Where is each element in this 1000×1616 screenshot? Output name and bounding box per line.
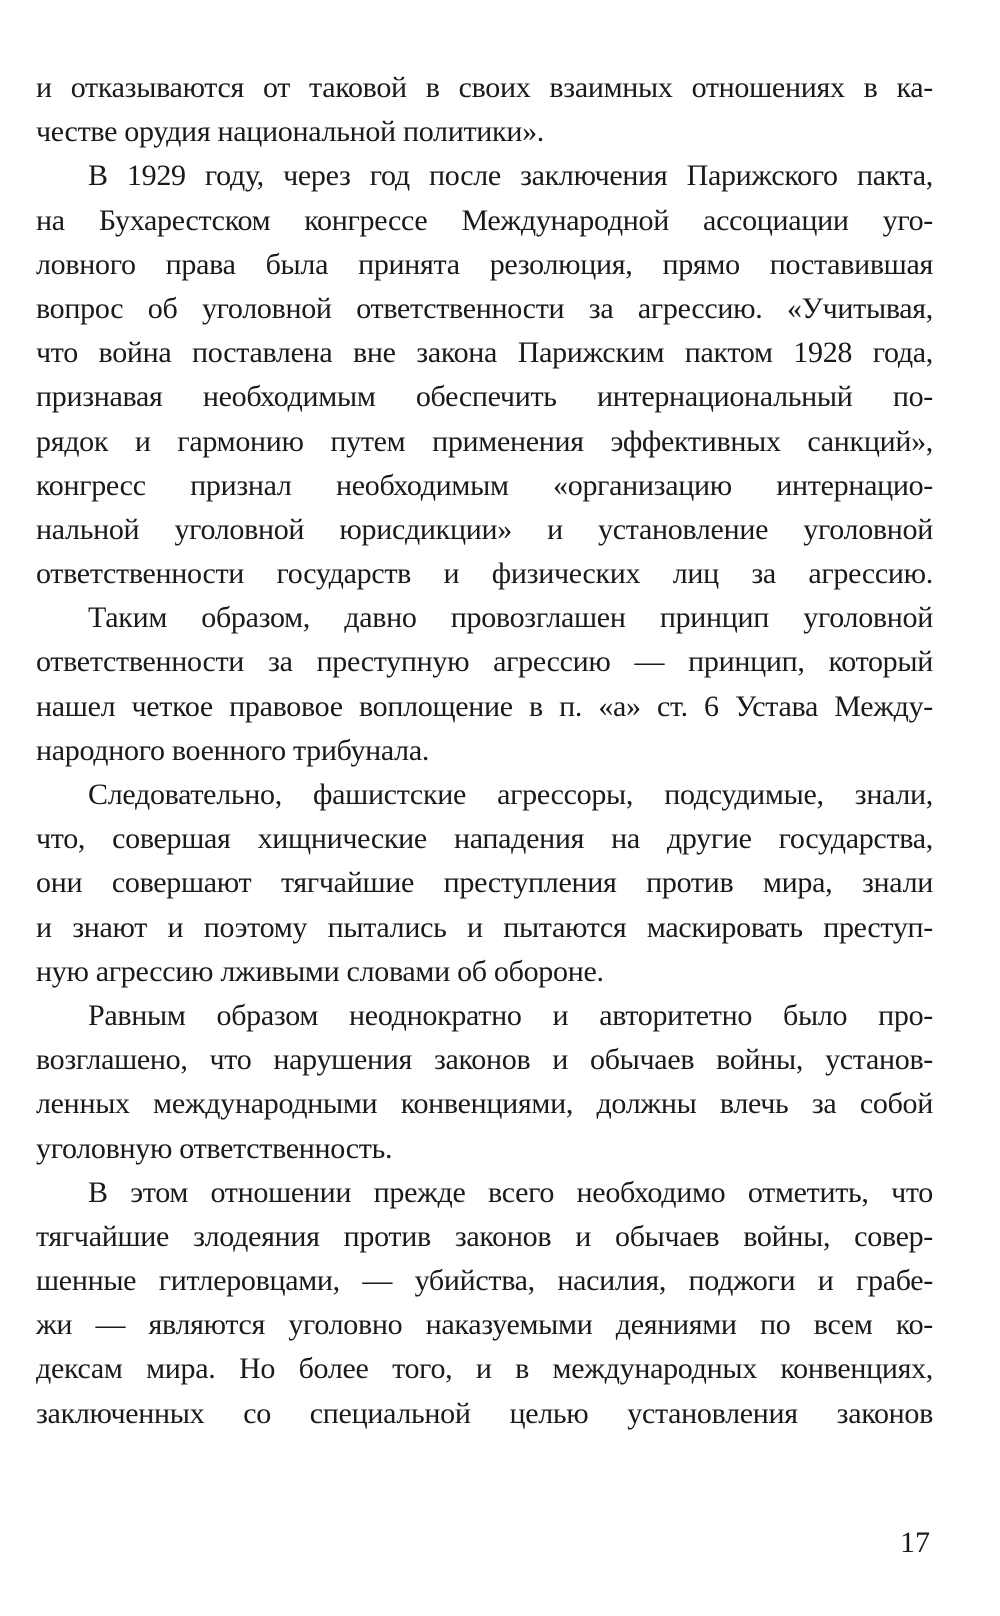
text-line: Таким образом, давно провозглашен принцип уголовной	[88, 601, 933, 635]
text-line: Равным образом неоднократно и авторитетно было про-	[88, 998, 933, 1032]
text-line: вопрос об уголовной ответственности за агрессию. «Учитывая,	[36, 291, 933, 325]
text-line: ную агрессию лживыми словами об обороне.	[36, 954, 604, 988]
text-line: дексам мира. Но более того, и в международных конвенциях,	[36, 1352, 933, 1386]
text-line: тягчайшие злодеяния против законов и обычаев войны, совер-	[36, 1219, 933, 1253]
text-line: на Бухарестском конгрессе Международной ассоциации уго-	[36, 203, 933, 237]
text-line: нальной уголовной юрисдикции» и установление уголовной	[36, 512, 933, 546]
text-line: что война поставлена вне закона Парижским пактом 1928 года,	[36, 336, 933, 370]
text-line: заключенных со специальной целью установления законов	[36, 1396, 933, 1430]
text-line: ответственности за преступную агрессию — принцип, который	[36, 645, 933, 679]
text-line: народного военного трибунала.	[36, 733, 430, 767]
text-line: конгресс признал необходимым «организацию интернацио-	[36, 468, 933, 502]
text-line: возглашено, что нарушения законов и обычаев войны, установ-	[36, 1043, 933, 1077]
text-line: и отказываются от таковой в своих взаимных отношениях в ка-	[36, 71, 933, 104]
text-line: нашел четкое правовое воплощение в п. «а» ст. 6 Устава Между-	[36, 689, 933, 723]
page-number: 17	[900, 1526, 930, 1559]
body-text	[36, 66, 933, 1436]
text-line: что, совершая хищнические нападения на другие государства,	[36, 822, 933, 856]
text-line: шенные гитлеровцами, — убийства, насилия, поджоги и грабе-	[36, 1264, 933, 1298]
text-line: рядок и гармонию путем применения эффективных санкций»,	[36, 424, 933, 458]
text-line: и знают и поэтому пытались и пытаются маскировать преступ-	[36, 910, 933, 944]
text-line: В 1929 году, через год после заключения Парижского пакта,	[88, 159, 933, 193]
text-line: уголовную ответственность.	[36, 1131, 393, 1165]
text-line: ответственности государств и физических лиц за агрессию.	[36, 557, 933, 591]
text-line: жи — являются уголовно наказуемыми деяниями по всем ко-	[36, 1308, 933, 1342]
text-line: Следовательно, фашистские агрессоры, подсудимые, знали,	[88, 778, 933, 811]
text-line: признавая необходимым обеспечить интернациональный по-	[36, 380, 933, 414]
text-line: ленных международными конвенциями, должны влечь за собой	[36, 1087, 933, 1121]
text-line: они совершают тягчайшие преступления против мира, знали	[36, 866, 933, 900]
text-line: ловного права была принята резолюция, прямо поставившая	[36, 247, 933, 281]
text-line: В этом отношении прежде всего необходимо отметить, что	[88, 1175, 933, 1209]
text-line: честве орудия национальной политики».	[36, 115, 544, 149]
